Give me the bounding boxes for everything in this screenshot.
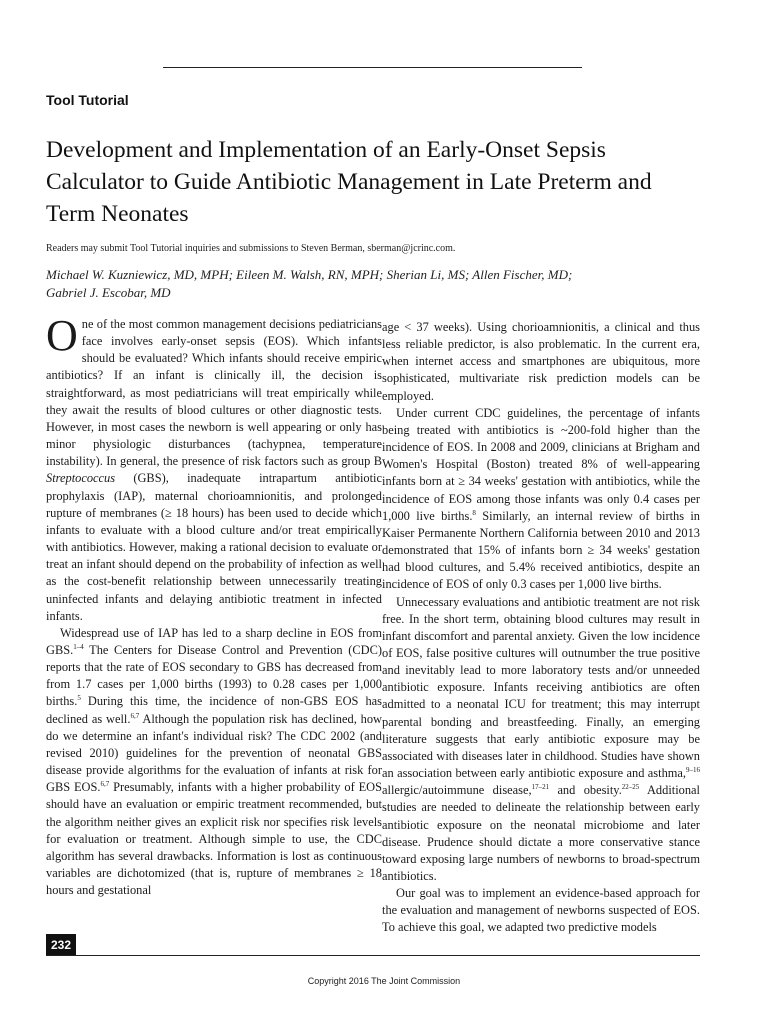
citation: 8 <box>472 508 476 517</box>
paragraph: Our goal was to implement an evidence-based approach for the evaluation and management of newborns suspected of EOS. To achieve this goal, we adapted two predictive models <box>382 886 700 935</box>
paragraph <box>382 405 700 594</box>
species-name: Streptococcus <box>46 471 116 486</box>
drop-cap: O <box>46 311 78 360</box>
paragraph-text: The Centers for Disease Control and Prevention (CDC) reports that the rate of EOS secondary to GBS has decreased from from 1.7 cases per 1,000 births (1993) to 0.28 cases per 1,000 births. <box>46 642 382 709</box>
paragraph: age < 37 weeks). Using chorioamnionitis, a clinical and thus less reliable predictor, is also problematic. In the current era, when internet access and smartphones are ubiquitous, more sophisticated, multivariate risk prediction models can be employed. <box>382 320 700 403</box>
bottom-rule <box>46 955 700 956</box>
paragraph-text: During this time, the incidence of non-GBS EOS has declined as well. <box>46 694 382 726</box>
body-column-right <box>382 319 700 935</box>
paragraph-text: and obesity. <box>549 783 622 798</box>
citation: 6,7 <box>130 711 140 720</box>
article-title <box>46 134 736 230</box>
submission-note: Readers may submit Tool Tutorial inquiries and submissions to Steven Berman, sberman@jcrinc.com. <box>46 243 456 254</box>
top-rule <box>163 67 582 68</box>
copyright-footer: Copyright 2016 The Joint Commission <box>307 976 461 986</box>
paragraph-text: Although the population risk has declined, how do we determine an infant's individual risk? The CDC 2002 (and revised 2010) guidelines for the prevention of neonatal GBS disease provide algorithms for the evaluation of infants at risk for GBS EOS. <box>46 711 382 795</box>
paragraph-text: allergic/autoimmune disease, <box>382 783 532 798</box>
paragraph <box>382 594 700 886</box>
paragraph-text: ne of the most common management decisions pediatricians face involves early-onset sepsis (EOS). Which infants should be evaluated? Which infants should receive empiric antibiotics? If an infant is clinically ill, the decision is straightforward, as most pediatricians will treat empirically while they await the results of blood cultures or other diagnostic tests. However, in most cases the newborn is well appearing or only has minor physiologic disturbances (tachypnea, temperature instability). In general, the presence of risk factors such as group B <box>46 317 382 469</box>
author-line: Michael W. Kuzniewicz, MD, MPH; Eileen M. Walsh, RN, MPH; Sherian Li, MS; Allen Fischer, MD; <box>46 267 573 282</box>
paragraph-text: Under current CDC guidelines, the percentage of infants being treated with antibiotics is ~200-fold higher than the incidence of EOS. In 2008 and 2009, clinicians at Brigham and Women's Hospital (Boston) treated 8% of well-appearing infants born at ≥ 34 weeks' gestation with antibiotics, while the incidence of EOS among those infants was only 0.4 cases per 1,000 live births. <box>382 405 700 523</box>
page-number: 232 <box>46 934 76 956</box>
paragraph-text: Additional studies are needed to delineate the relationship between early antibiotic exposure on the neonatal microbiome and later disease. Prudence should dictate a more conservative stance toward exposing large numbers of newborns to broad-spectrum antibiotics. <box>382 783 700 883</box>
paragraph-text: (GBS), inadequate intrapartum antibiotic prophylaxis (IAP), maternal chorioamnionitis, and prolonged rupture of membranes (≥ 18 hours) has been used to decide which infants to evaluate with a blood culture and/or treat empirically with antibiotics. However, making a rational decision to evaluate or treat an infant should depend on the probability of infection as well as the cost-benefit relationship between unnecessarily treating uninfected infants and delaying antibiotic treatment in infected infants. <box>46 471 382 623</box>
body-column-left <box>46 311 382 916</box>
citation: 5 <box>77 694 81 703</box>
citation: 1–4 <box>73 642 84 651</box>
paragraph-text: Similarly, an internal review of births in Kaiser Permanente Northern California between 2010 and 2013 demonstrated that 15% of infants born ≥ 34 weeks' gestation had blood cultures, and 5.4% received antibiotics, despite an incidence of EOS of only 0.3 cases per 1,000 live births. <box>382 508 700 592</box>
title-line: Calculator to Guide Antibiotic Management in Late Preterm and <box>46 169 652 195</box>
citation: 6,7 <box>100 780 110 789</box>
paragraph <box>46 311 382 625</box>
paragraph-text: Unnecessary evaluations and antibiotic treatment are not risk free. In the short term, obtaining blood cultures may result in infant discomfort and parental anxiety. Given the low incidence of EOS, false positive cultures will outnumber the true positive and inevitably lead to more laboratory tests and/or unneeded antibiotic exposure. Infants receiving antibiotics are often admitted to a neonatal ICU for treatment; this may interrupt parental bonding and breastfeeding. Finally, an emerging literature suggests that early antibiotic exposure may be associated with diseases later in childhood. Studies have shown an association between early antibiotic exposure and asthma, <box>382 594 700 781</box>
title-line: Development and Implementation of an Early-Onset Sepsis <box>46 137 606 163</box>
section-label: Tool Tutorial <box>46 92 129 108</box>
paragraph <box>46 625 382 900</box>
author-list <box>46 266 736 302</box>
citation: 9–16 <box>686 765 700 774</box>
paragraph-text: Widespread use of IAP has led to a sharp decline in EOS from GBS. <box>46 625 382 657</box>
author-line: Gabriel J. Escobar, MD <box>46 285 171 300</box>
citation: 22–25 <box>621 783 640 792</box>
paragraph-text: Presumably, infants with a higher probability of EOS should have an evaluation or empiric treatment recommended, but the algorithm neither gives an explicit risk nor specifies risk levels for evaluation or treatment. Although simple to use, the CDC algorithm has several drawbacks. Information is lost as continuous variables are dichotomized (that is, rupture of membranes ≥ 18 hours and gestational <box>46 780 382 898</box>
title-line: Term Neonates <box>46 201 189 227</box>
citation: 17–21 <box>531 783 550 792</box>
